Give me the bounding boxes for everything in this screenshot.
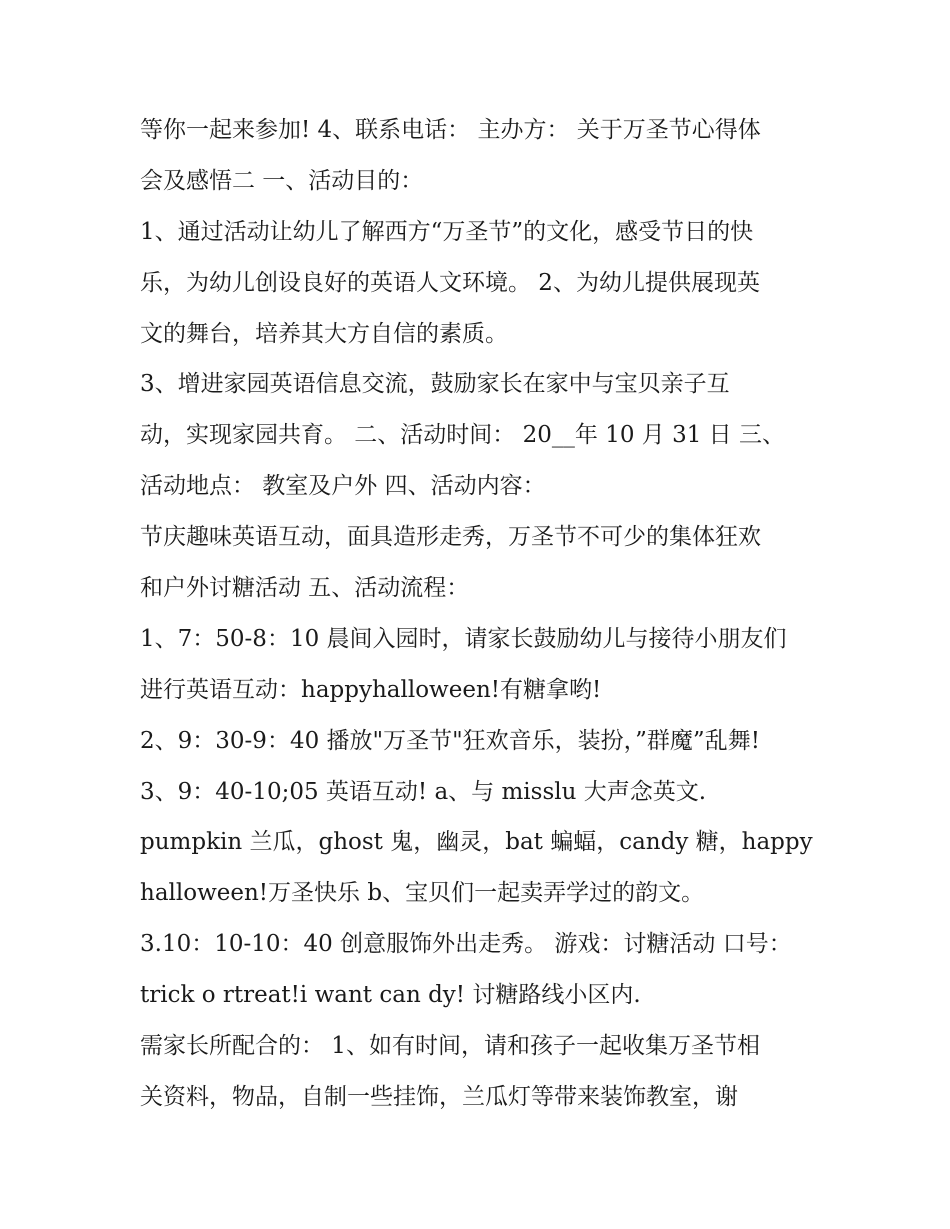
text-line: 需家长所配合的： 1、如有时间，请和孩子一起收集万圣节相 bbox=[140, 1033, 760, 1060]
text-line: 1、7：50-8：10 晨间入园时，请家长鼓励幼儿与接待小朋友们 bbox=[140, 625, 787, 652]
text-line: trick o rtreat!i want can dy! 讨糖路线小区内. bbox=[140, 982, 641, 1009]
text-line: 3、9：40-10;05 英语互动! a、与 misslu 大声念英文. bbox=[140, 778, 707, 805]
text-line: 会及感悟二 一、活动目的： bbox=[140, 167, 424, 194]
text-line: halloween!万圣快乐 b、宝贝们一起卖弄学过的韵文。 bbox=[140, 880, 705, 907]
text-line: 文的舞台，培养其大方自信的素质。 bbox=[140, 320, 508, 347]
text-line: 关资料，物品，自制一些挂饰，兰瓜灯等带来装饰教室，谢 bbox=[140, 1083, 738, 1110]
text-line: 3、增进家园英语信息交流，鼓励家长在家中与宝贝亲子互 bbox=[140, 371, 730, 398]
text-line: 动，实现家园共育。 二、活动时间： 20__年 10 月 31 日 三、 bbox=[140, 422, 785, 449]
text-line: 活动地点： 教室及户外 四、活动内容： bbox=[140, 473, 546, 500]
text-line: 1、通过活动让幼儿了解西方“万圣节”的文化，感受节日的快 bbox=[140, 218, 754, 245]
text-line: 节庆趣味英语互动，面具造形走秀，万圣节不可少的集体狂欢 bbox=[140, 524, 761, 551]
text-line: 3.10：10-10：40 创意服饰外出走秀。 游戏：讨糖活动 口号： bbox=[140, 931, 792, 958]
body-text bbox=[140, 105, 830, 1123]
text-line: pumpkin 兰瓜，ghost 鬼，幽灵，bat 蝙蝠，candy 糖，happy bbox=[140, 829, 813, 856]
text-line: 乐，为幼儿创设良好的英语人文环境。 2、为幼儿提供展现英 bbox=[140, 269, 760, 296]
text-line: 等你一起来参加! 4、联系电话： 主办方： 关于万圣节心得体 bbox=[140, 117, 761, 143]
text-line: 2、9：30-9：40 播放"万圣节"狂欢音乐，装扮，”群魔”乱舞! bbox=[140, 727, 760, 754]
text-line: 和户外讨糖活动 五、活动流程： bbox=[140, 575, 470, 602]
text-line: 进行英语互动：happyhalloween!有糖拿哟! bbox=[140, 676, 602, 703]
